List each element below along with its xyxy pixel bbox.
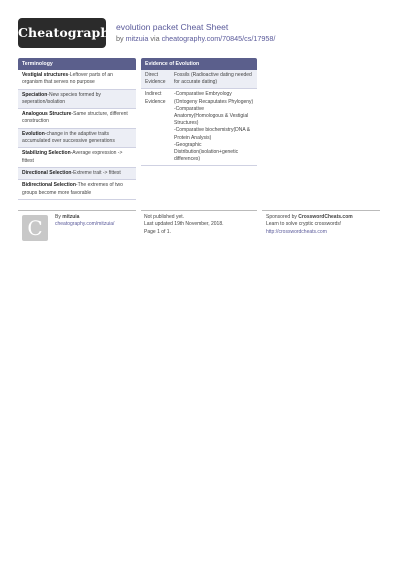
page-header — [18, 18, 382, 50]
byline-via: via — [150, 34, 160, 43]
evidence-detail: -Comparative Embryology (Ontogeny Recaputates Phylogeny) -Comparative Anatomy(Homologous & Vestigial Structures) -Comparative biochemistry(DNA & Protein Analysis) -Geographic Distribution(isolation+genetic differences) — [174, 91, 254, 163]
term-name: Analogous Structure — [22, 111, 72, 118]
evidence-type: Direct Evidence — [145, 72, 166, 86]
terminology-row — [18, 109, 136, 129]
terminology-row — [18, 70, 136, 90]
sponsor-name[interactable]: CrosswordCheats.com — [298, 214, 353, 220]
terminology-heading: Terminology — [18, 58, 136, 70]
evidence-detail: Fossils (Radioactive dating needed for accurate dating) — [174, 72, 252, 86]
footer-author — [55, 214, 135, 229]
term-name: Stabilizing Selection — [22, 150, 71, 157]
term-name: Directional Selection — [22, 169, 72, 176]
sponsor-prefix: Sponsored by — [266, 214, 297, 220]
terminology-row — [18, 148, 136, 168]
cheatography-logo[interactable]: Cheatography — [18, 18, 106, 48]
page-count: Page 1 of 1. — [144, 228, 171, 235]
evidence-box — [141, 58, 257, 166]
term-definition: -Leftover parts of an organism that serves no purpose — [22, 72, 113, 86]
footer-by-label: By — [55, 214, 61, 220]
evidence-row — [141, 89, 257, 166]
sponsor-tagline: Learn to solve cryptic crosswords! — [266, 221, 342, 228]
terminology-row — [18, 90, 136, 110]
last-updated: Last updated 19th November, 2018. — [144, 221, 224, 228]
terminology-box — [18, 58, 136, 200]
sheet-byline — [116, 34, 275, 43]
term-name: Vestigial structures — [22, 72, 69, 78]
term-name: Evolution — [22, 130, 45, 137]
terminology-row — [18, 129, 136, 149]
avatar-letter: C — [27, 216, 43, 240]
evidence-row — [141, 70, 257, 89]
published-status: Not published yet. — [144, 214, 185, 220]
terminology-list — [18, 70, 136, 200]
sponsor-url[interactable]: http://crosswordcheats.com — [266, 228, 327, 235]
term-definition: -change in the adaptive traits accumulated over successive generations — [22, 130, 115, 145]
sheet-title: evolution packet Cheat Sheet — [116, 22, 229, 32]
evidence-type: Indirect Evidence — [145, 91, 166, 105]
footer-publish-info — [144, 214, 257, 236]
evidence-heading: Evidence of Evolution — [141, 58, 257, 70]
footer-author-url[interactable]: cheatography.com/mitzuia/ — [55, 221, 115, 228]
byline-prefix: by — [116, 34, 124, 43]
evidence-list — [141, 70, 257, 166]
sponsor-line — [266, 214, 382, 221]
term-definition: -New species formed by seperation/isolation — [22, 91, 101, 105]
term-definition: -Average expression -> fittest — [22, 150, 123, 164]
term-definition: -Same structure, different construction — [22, 111, 128, 125]
sheet-url-link[interactable]: cheatography.com/70845/cs/17958/ — [161, 34, 276, 43]
footer-divider — [18, 210, 136, 211]
term-definition: -The extremes of two groups become more favorable — [22, 182, 123, 196]
footer-author-name[interactable]: mitzuia — [62, 214, 80, 220]
terminology-row — [18, 180, 136, 200]
terminology-row — [18, 168, 136, 180]
term-name: Bidirectional Selection — [22, 182, 76, 189]
term-name: Speciation — [22, 91, 48, 98]
byline-author-link[interactable]: mitzuia — [125, 34, 149, 43]
author-avatar[interactable] — [22, 215, 48, 241]
footer-sponsor — [266, 214, 382, 236]
term-definition: -Extreme trait -> fittest — [71, 169, 121, 176]
footer-divider — [141, 210, 257, 211]
footer-author-line — [55, 214, 135, 221]
footer-divider — [262, 210, 380, 211]
